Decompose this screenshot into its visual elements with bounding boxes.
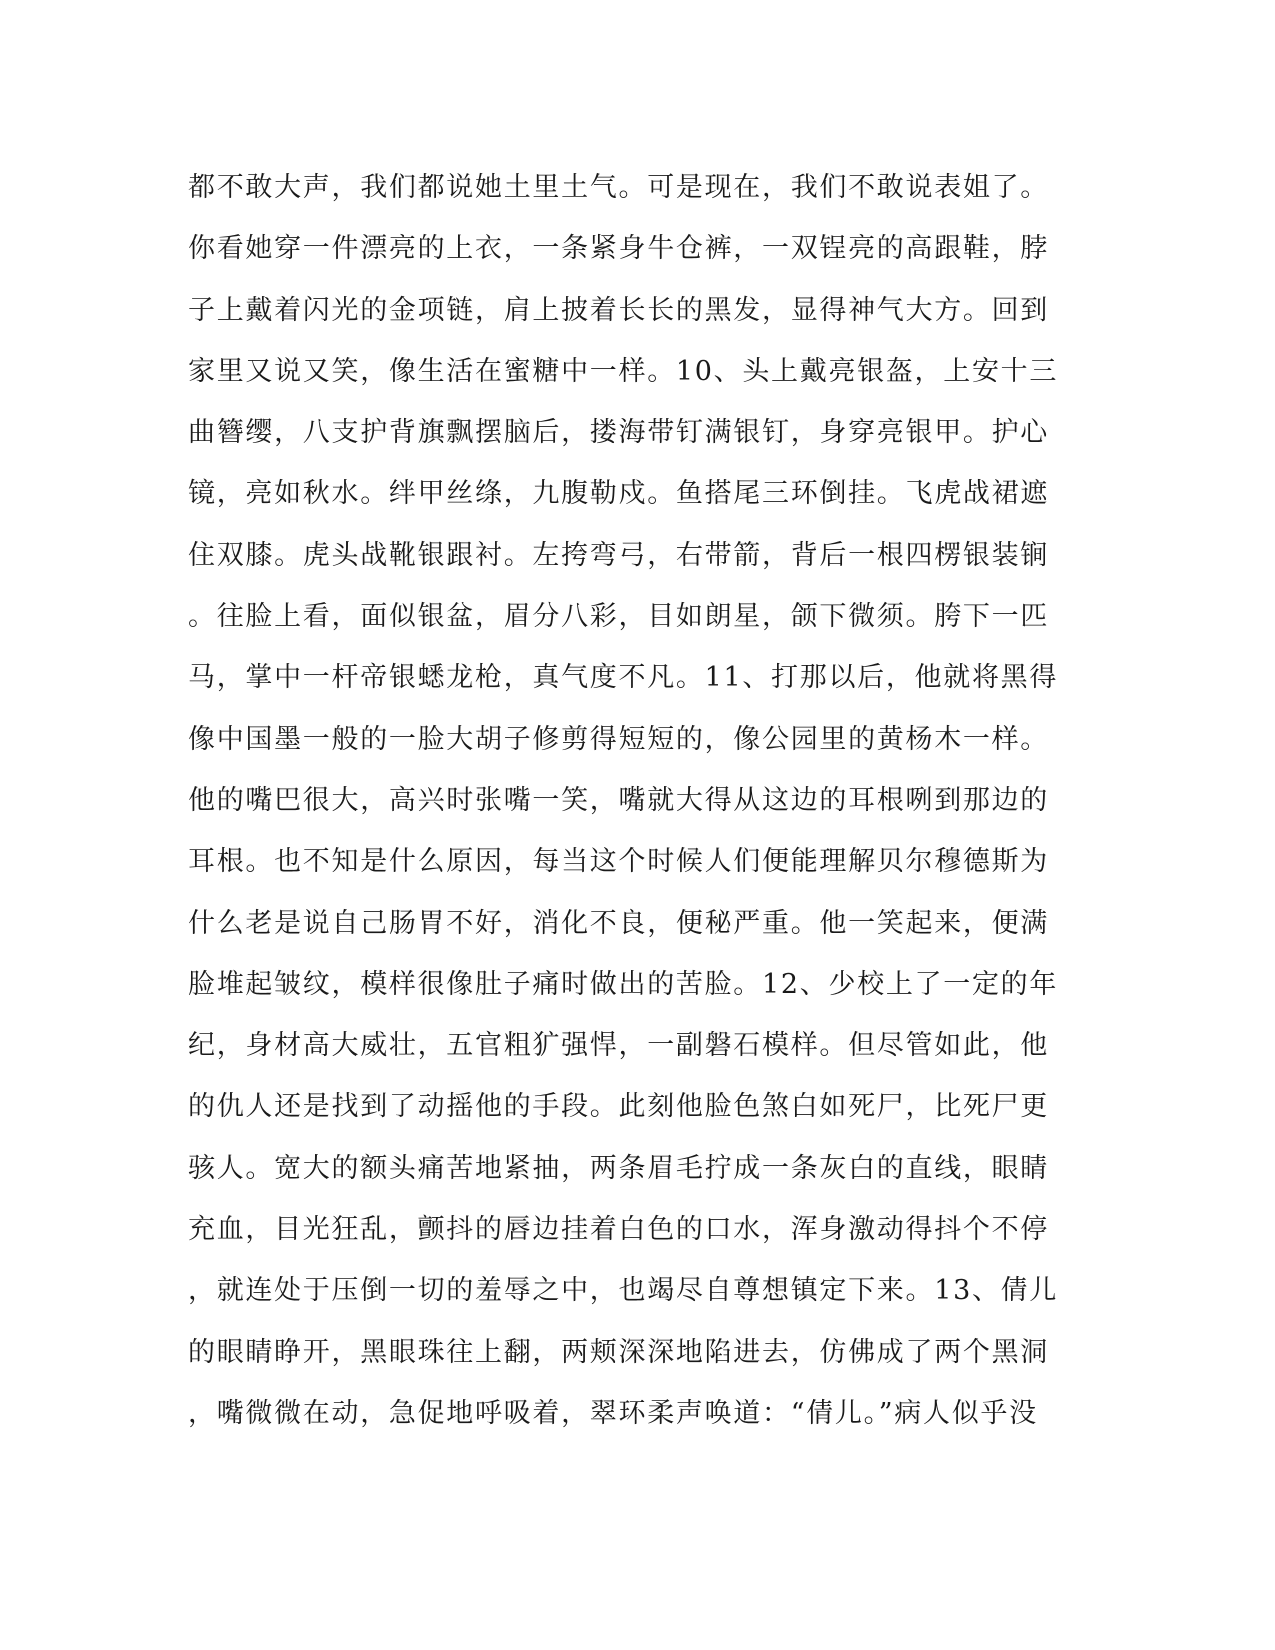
text-line: 曲簪缨，八支护背旗飘摆脑后，搂海带钉满银钉，身穿亮银甲。护心 (188, 417, 1049, 449)
text-line: 你看她穿一件漂亮的上衣，一条紧身牛仓裤，一双锃亮的高跟鞋，脖 (188, 233, 1049, 265)
text-line: ，嘴微微在动，急促地呼吸着，翠环柔声唤道：“倩儿。”病人似乎没 (188, 1397, 1038, 1429)
text-line: 的眼睛睁开，黑眼珠往上翻，两颊深深地陷进去，仿佛成了两个黑洞 (188, 1336, 1049, 1368)
text-line: 纪，身材高大威壮，五官粗犷强悍，一副磐石模样。但尽管如此，他 (188, 1030, 1049, 1062)
text-line: 家里又说又笑，像生活在蜜糖中一样。10、头上戴亮银盔，上安十三 (188, 355, 1059, 387)
text-line: 脸堆起皱纹，模样很像肚子痛时做出的苦脸。12、少校上了一定的年 (188, 968, 1059, 1000)
text-line: ，就连处于压倒一切的羞辱之中，也竭尽自尊想镇定下来。13、倩儿 (188, 1275, 1059, 1307)
text-line: 像中国墨一般的一脸大胡子修剪得短短的，像公园里的黄杨木一样。 (188, 723, 1049, 755)
text-line: 骇人。宽大的额头痛苦地紧抽，两条眉毛拧成一条灰白的直线，眼睛 (188, 1152, 1049, 1184)
body-text (188, 157, 1068, 1444)
text-line: 充血，目光狂乱，颤抖的唇边挂着白色的口水，浑身激动得抖个不停 (188, 1214, 1049, 1246)
text-line: 马，掌中一杆帝银蟋龙枪，真气度不凡。11、打那以后，他就将黑得 (188, 662, 1059, 694)
text-line: 子上戴着闪光的金项链，肩上披着长长的黑发，显得神气大方。回到 (188, 294, 1049, 326)
text-line: 。往脸上看，面似银盆，眉分八彩，目如朗星，颌下微须。胯下一匹 (188, 601, 1049, 633)
text-line: 什么老是说自己肠胃不好，消化不良，便秘严重。他一笑起来，便满 (188, 907, 1049, 939)
text-line: 耳根。也不知是什么原因，每当这个时候人们便能理解贝尔穆德斯为 (188, 846, 1049, 878)
text-line: 他的嘴巴很大，高兴时张嘴一笑，嘴就大得从这边的耳根咧到那边的 (188, 784, 1049, 816)
text-line: 都不敢大声，我们都说她土里土气。可是现在，我们不敢说表姐了。 (188, 172, 1049, 203)
text-line: 住双膝。虎头战靴银跟衬。左挎弯弓，右带箭，背后一根四楞银装锏 (188, 539, 1049, 571)
text-line: 的仇人还是找到了动摇他的手段。此刻他脸色煞白如死尸，比死尸更 (188, 1091, 1049, 1123)
text-line: 镜，亮如秋水。绊甲丝绦，九腹勒戍。鱼搭尾三环倒挂。飞虎战裙遮 (188, 478, 1049, 510)
